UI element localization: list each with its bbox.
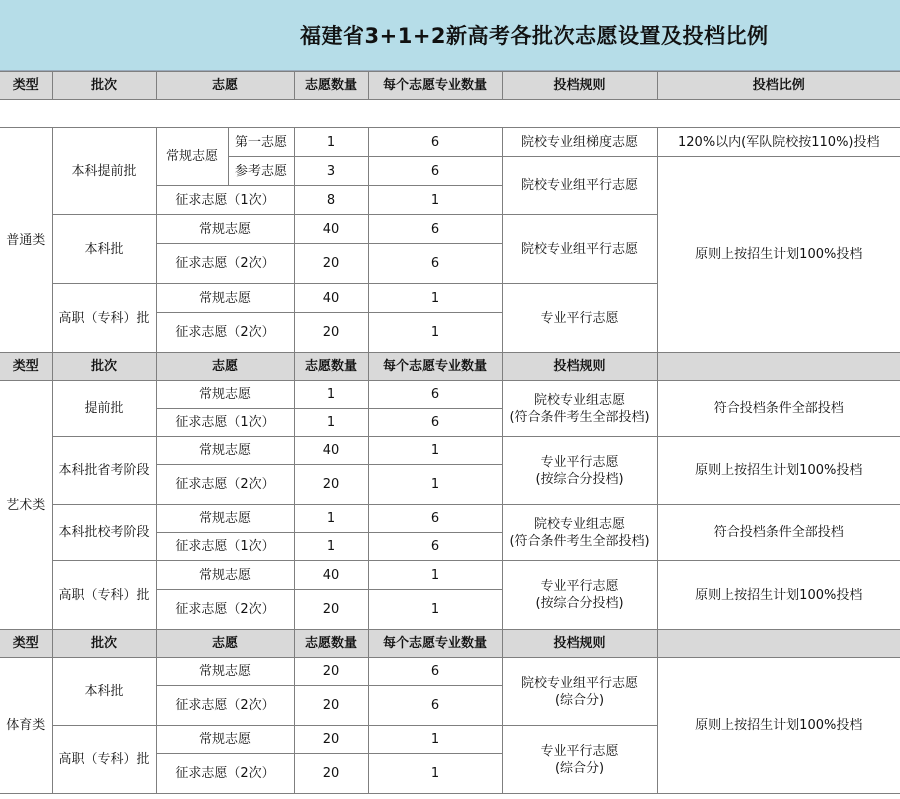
count-cell: 1 xyxy=(294,533,368,561)
header-row xyxy=(0,72,900,100)
major-count-cell: 1 xyxy=(368,754,502,794)
rule-cell: 院校专业组平行志愿 xyxy=(502,157,657,215)
count-cell: 20 xyxy=(294,465,368,505)
ratio-cell: 原则上按招生计划100%投档 xyxy=(657,437,900,505)
page-title: 福建省3+1+2新高考各批次志愿设置及投档比例 xyxy=(300,24,769,48)
rule-line: (符合条件考生全部投档) xyxy=(509,533,650,549)
header-count: 志愿数量 xyxy=(294,353,368,381)
header-type: 类型 xyxy=(0,72,52,100)
major-count-cell: 1 xyxy=(368,284,502,313)
major-count-cell: 1 xyxy=(368,465,502,505)
table-row xyxy=(0,128,900,157)
major-count-cell: 6 xyxy=(368,533,502,561)
rule-cell xyxy=(502,658,657,726)
wish-cell: 征求志愿（1次） xyxy=(156,409,294,437)
count-cell: 40 xyxy=(294,561,368,590)
rule-cell xyxy=(502,381,657,437)
rule-line: 专业平行志愿 xyxy=(540,743,619,759)
spacer-cell xyxy=(0,100,900,128)
batch-cell: 高职（专科）批 xyxy=(52,561,156,630)
count-cell: 20 xyxy=(294,686,368,726)
rule-cell: 专业平行志愿 xyxy=(502,284,657,353)
major-count-cell: 6 xyxy=(368,686,502,726)
header-count: 志愿数量 xyxy=(294,630,368,658)
count-cell: 1 xyxy=(294,381,368,409)
rule-line: (符合条件考生全部投档) xyxy=(509,409,650,425)
rule-line: (综合分) xyxy=(554,760,605,776)
spacer-row xyxy=(0,100,900,128)
header-ratio: 投档比例 xyxy=(657,72,900,100)
header-rule: 投档规则 xyxy=(502,353,657,381)
count-cell: 20 xyxy=(294,726,368,754)
header-type: 类型 xyxy=(0,353,52,381)
header-row xyxy=(0,630,900,658)
type-cell: 普通类 xyxy=(0,128,52,353)
ratio-cell: 原则上按招生计划100%投档 xyxy=(657,157,900,353)
sub-wish-cell: 参考志愿 xyxy=(228,157,294,186)
wish-cell: 常规志愿 xyxy=(156,505,294,533)
rule-cell: 院校专业组平行志愿 xyxy=(502,215,657,284)
rule-cell xyxy=(502,561,657,630)
table-row xyxy=(0,381,900,409)
batch-cell: 本科批省考阶段 xyxy=(52,437,156,505)
header-batch: 批次 xyxy=(52,353,156,381)
header-batch: 批次 xyxy=(52,630,156,658)
wish-cell: 常规志愿 xyxy=(156,561,294,590)
ratio-cell: 原则上按招生计划100%投档 xyxy=(657,658,900,794)
count-cell: 3 xyxy=(294,157,368,186)
header-rule: 投档规则 xyxy=(502,630,657,658)
batch-cell: 本科提前批 xyxy=(52,128,156,215)
batch-cell: 高职（专科）批 xyxy=(52,284,156,353)
rule-line: (综合分) xyxy=(554,692,605,708)
count-cell: 40 xyxy=(294,437,368,465)
rule-cell: 院校专业组梯度志愿 xyxy=(502,128,657,157)
major-count-cell: 6 xyxy=(368,505,502,533)
major-count-cell: 1 xyxy=(368,186,502,215)
major-count-cell: 6 xyxy=(368,215,502,244)
wish-cell: 征求志愿（2次） xyxy=(156,686,294,726)
rule-cell xyxy=(502,437,657,505)
header-type: 类型 xyxy=(0,630,52,658)
header-count: 志愿数量 xyxy=(294,72,368,100)
count-cell: 1 xyxy=(294,505,368,533)
rule-line: 专业平行志愿 xyxy=(540,579,619,594)
rule-line: 专业平行志愿 xyxy=(540,454,619,470)
wish-cell: 征求志愿（2次） xyxy=(156,244,294,284)
table-row xyxy=(0,437,900,465)
major-count-cell: 1 xyxy=(368,313,502,353)
rule-line: (按综合分投档) xyxy=(535,471,624,487)
major-count-cell: 6 xyxy=(368,244,502,284)
header-major-count: 每个志愿专业数量 xyxy=(368,630,502,658)
wish-cell: 常规志愿 xyxy=(156,128,228,186)
wish-cell: 征求志愿（2次） xyxy=(156,754,294,794)
count-cell: 20 xyxy=(294,313,368,353)
major-count-cell: 1 xyxy=(368,726,502,754)
wish-cell: 征求志愿（1次） xyxy=(156,533,294,561)
count-cell: 8 xyxy=(294,186,368,215)
rule-cell xyxy=(502,726,657,794)
major-count-cell: 1 xyxy=(368,590,502,630)
wish-cell: 征求志愿（2次） xyxy=(156,590,294,630)
table-row xyxy=(0,658,900,686)
major-count-cell: 6 xyxy=(368,409,502,437)
header-rule: 投档规则 xyxy=(502,72,657,100)
batch-cell: 本科批 xyxy=(52,658,156,726)
wish-cell: 常规志愿 xyxy=(156,726,294,754)
rule-line: 院校专业组志愿 xyxy=(534,516,626,532)
header-wish: 志愿 xyxy=(156,72,294,100)
title-bar xyxy=(0,0,900,71)
wish-cell: 常规志愿 xyxy=(156,437,294,465)
ratio-cell: 符合投档条件全部投档 xyxy=(657,381,900,437)
header-batch: 批次 xyxy=(52,72,156,100)
count-cell: 1 xyxy=(294,128,368,157)
wish-cell: 常规志愿 xyxy=(156,284,294,313)
header-ratio-empty xyxy=(657,353,900,381)
count-cell: 20 xyxy=(294,590,368,630)
header-wish: 志愿 xyxy=(156,630,294,658)
major-count-cell: 6 xyxy=(368,157,502,186)
header-ratio-empty xyxy=(657,630,900,658)
batch-cell: 提前批 xyxy=(52,381,156,437)
count-cell: 20 xyxy=(294,658,368,686)
rule-line: 院校专业组平行志愿 xyxy=(521,675,639,691)
ratio-cell: 原则上按招生计划100%投档 xyxy=(657,561,900,630)
count-cell: 40 xyxy=(294,284,368,313)
wish-cell: 常规志愿 xyxy=(156,381,294,409)
count-cell: 1 xyxy=(294,409,368,437)
major-count-cell: 1 xyxy=(368,437,502,465)
sub-wish-cell: 第一志愿 xyxy=(228,128,294,157)
type-cell: 体育类 xyxy=(0,658,52,794)
rule-cell xyxy=(502,505,657,561)
rule-line: (按综合分投档) xyxy=(535,596,624,611)
wish-settings-table xyxy=(0,71,900,794)
major-count-cell: 6 xyxy=(368,128,502,157)
header-row xyxy=(0,353,900,381)
rule-line: 院校专业组志愿 xyxy=(534,392,626,408)
batch-cell: 本科批校考阶段 xyxy=(52,505,156,561)
wish-cell: 征求志愿（2次） xyxy=(156,313,294,353)
major-count-cell: 6 xyxy=(368,658,502,686)
major-count-cell: 6 xyxy=(368,381,502,409)
type-cell: 艺术类 xyxy=(0,381,52,630)
count-cell: 20 xyxy=(294,244,368,284)
header-major-count: 每个志愿专业数量 xyxy=(368,72,502,100)
ratio-cell: 120%以内(军队院校按110%)投档 xyxy=(657,128,900,157)
major-count-cell: 1 xyxy=(368,561,502,590)
batch-cell: 高职（专科）批 xyxy=(52,726,156,794)
header-wish: 志愿 xyxy=(156,353,294,381)
table-row xyxy=(0,561,900,590)
count-cell: 20 xyxy=(294,754,368,794)
count-cell: 40 xyxy=(294,215,368,244)
wish-cell: 常规志愿 xyxy=(156,658,294,686)
header-major-count: 每个志愿专业数量 xyxy=(368,353,502,381)
ratio-cell: 符合投档条件全部投档 xyxy=(657,505,900,561)
wish-cell: 征求志愿（1次） xyxy=(156,186,294,215)
table-row xyxy=(0,505,900,533)
batch-cell: 本科批 xyxy=(52,215,156,284)
wish-cell: 常规志愿 xyxy=(156,215,294,244)
wish-cell: 征求志愿（2次） xyxy=(156,465,294,505)
